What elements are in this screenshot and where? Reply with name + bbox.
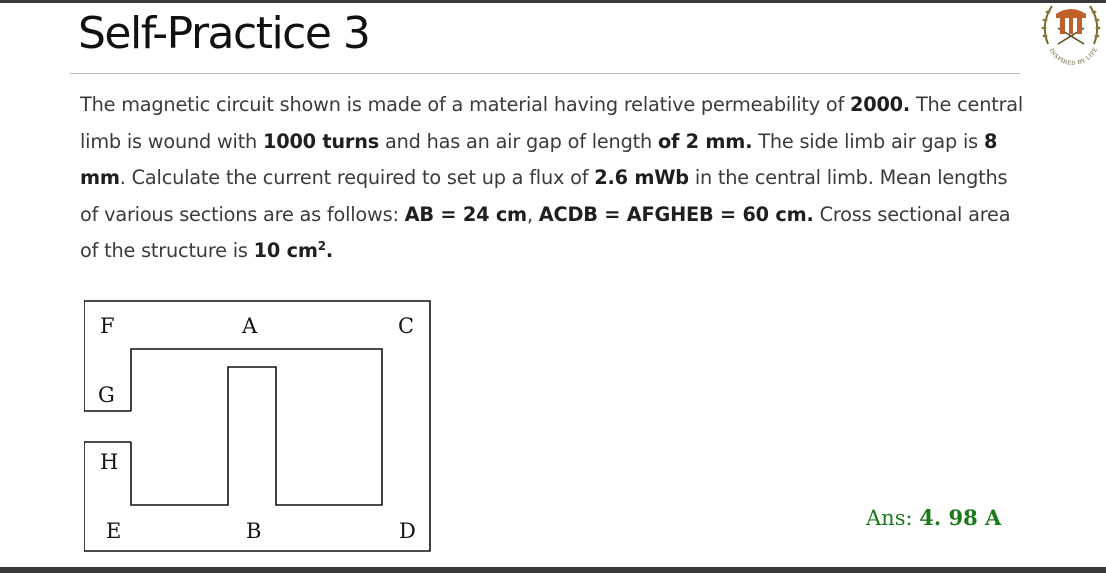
magnetic-circuit-diagram bbox=[84, 300, 434, 555]
answer-value: 4. 98 A bbox=[919, 505, 1002, 530]
bottom-border bbox=[0, 567, 1106, 573]
label-D: D bbox=[399, 519, 416, 543]
slide-title: Self-Practice 3 bbox=[78, 8, 370, 59]
label-E: E bbox=[106, 519, 122, 543]
brand-logo bbox=[1036, 0, 1106, 72]
logo-mark-icon bbox=[1056, 9, 1086, 34]
problem-statement: The magnetic circuit shown is made of a material having relative permeability of 2000. The central limb is wound with 1000 turns and has an air gap of length of 2 mm. The side limb air gap is 8 mm. Calculate the current required to set up a flux of 2.6 mWb in the central limb. Mean lengths of various sections are as follows: AB = 24 cm, ACDB = AFGHEB = 60 cm. Cross sectional area of the structure is 10 $cm^2$. bbox=[80, 93, 1024, 262]
label-B: B bbox=[246, 519, 262, 543]
logo-text: INSPIRED BY LIFE bbox=[1047, 46, 1100, 67]
label-A: A bbox=[242, 314, 258, 338]
answer bbox=[866, 505, 1001, 530]
outer-core-outline bbox=[84, 301, 430, 551]
answer-label: Ans: bbox=[866, 506, 913, 530]
title-divider bbox=[70, 73, 1020, 74]
label-H: H bbox=[100, 450, 119, 474]
top-border bbox=[0, 0, 1106, 3]
label-C: C bbox=[398, 314, 415, 338]
inner-window-outline bbox=[131, 349, 382, 505]
svg-text:INSPIRED BY LIFE bbox=[1048, 47, 1100, 67]
label-G: G bbox=[98, 383, 115, 407]
label-F: F bbox=[100, 314, 115, 338]
